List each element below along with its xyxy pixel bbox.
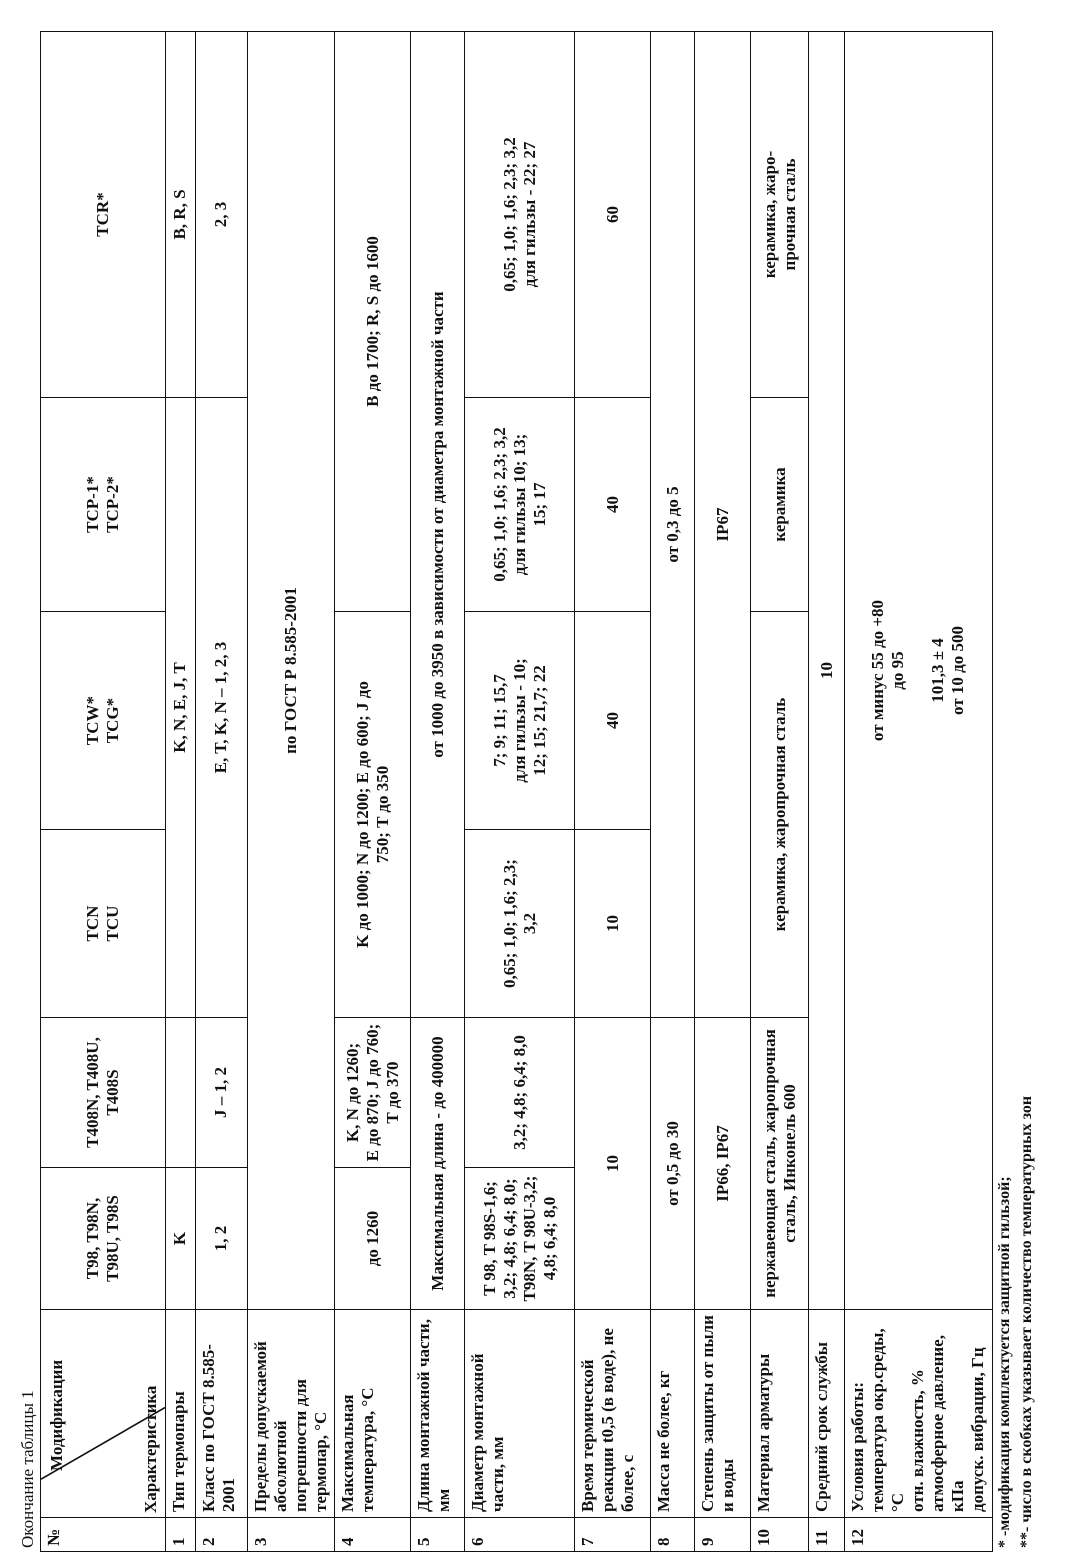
row-number: 12 [845, 1518, 992, 1552]
cell-value: 0,65; 1,0; 1,6; 2,3; 3,2 [465, 830, 575, 1018]
row-number: 4 [335, 1518, 411, 1552]
cell-value: до 1260 [335, 1168, 411, 1310]
table-row [248, 32, 335, 1552]
table-row [651, 32, 695, 1552]
spec-table [40, 31, 993, 1552]
model-header: TCW* TCG* [41, 612, 166, 830]
cell-value [166, 1018, 196, 1168]
cell-value: K, N, E, J, T [166, 398, 196, 1018]
cell-value: Максимальная длина - до 400000 [411, 1018, 465, 1310]
row-label: Степень защиты от пыли и воды [695, 1310, 751, 1518]
cell-value: 60 [575, 32, 651, 398]
cell-value: K до 1000; N до 1200; E до 600; J до 750; T до 350 [335, 612, 411, 1018]
footnote: **- число в скобках указывает количество температурных зон [1017, 1095, 1035, 1548]
row-label: Масса не более, кг [651, 1310, 695, 1518]
model-header: T98, T98N, T98U, T98S [41, 1168, 166, 1310]
cell-value: 0,65; 1,0; 1,6; 2,3; 3,2 для гильзы 10; 13; 15; 17 [465, 398, 575, 612]
table-row [809, 32, 845, 1552]
row-label: Материал арматуры [751, 1310, 809, 1518]
model-header: TCN TCU [41, 830, 166, 1018]
table-row [166, 32, 196, 1552]
cell-value: T 98, T 98S-1,6; 3,2; 4,8; 6,4; 8,0; T98N, T 98U-3,2; 4,8; 6,4; 8,0 [465, 1168, 575, 1310]
cell-value: от 0,3 до 5 [651, 32, 695, 1018]
row-label: Максимальная температура, °С [335, 1310, 411, 1518]
table-row [335, 32, 411, 1552]
row-label: Условия работы: температура окр.среды,°С отн. влажность, % атмосферное давление, кПа допуск. вибрации, Гц [845, 1310, 992, 1518]
cell-value: 10 [809, 32, 845, 1310]
table-row [751, 32, 809, 1552]
row-number: 3 [248, 1518, 335, 1552]
cell-value: от 0,5 до 30 [651, 1018, 695, 1310]
row-label: Средний срок службы [809, 1310, 845, 1518]
row-label: Класс по ГОСТ 8.585-2001 [196, 1310, 248, 1518]
header-diagonal-cell [41, 1310, 166, 1518]
cell-value: керамика [751, 398, 809, 612]
table-caption: Окончание таблицы 1 [18, 1390, 37, 1548]
cell-value: 40 [575, 398, 651, 612]
cell-value: K, N до 1260; E до 870; J до 760; T до 370 [335, 1018, 411, 1168]
header-row [41, 32, 166, 1552]
row-number: 2 [196, 1518, 248, 1552]
cell-value: нержавеющая сталь, жаропрочная сталь, Инконель 600 [751, 1018, 809, 1310]
cell-value: B, R, S [166, 32, 196, 398]
row-number: 5 [411, 1518, 465, 1552]
row-label: Пределы допускаемой абсолютной погрешности для термопар, °С [248, 1310, 335, 1518]
table-row [465, 32, 575, 1552]
header-num: № [41, 1518, 166, 1552]
row-number: 7 [575, 1518, 651, 1552]
model-header: TCP-1* TCP-2* [41, 398, 166, 612]
header-modifications: Модификации [47, 1359, 66, 1471]
cell-value: E, T, K, N – 1, 2, 3 [196, 398, 248, 1018]
table-row [575, 32, 651, 1552]
cell-value: от минус 55 до +80 до 95 101,3 ± 4 от 10 до 500 [845, 32, 992, 1310]
cell-value: 40 [575, 612, 651, 830]
cell-value: 3,2; 4,8; 6,4; 8,0 [465, 1018, 575, 1168]
row-number: 8 [651, 1518, 695, 1552]
cell-value: 2, 3 [196, 32, 248, 398]
row-label: Длина монтажной части, мм [411, 1310, 465, 1518]
cell-value: 10 [575, 830, 651, 1018]
cell-value: 1, 2 [196, 1168, 248, 1310]
cell-value: от 1000 до 3950 в зависимости от диаметра монтажной части [411, 32, 465, 1018]
model-header: T408N, T408U, T408S [41, 1018, 166, 1168]
row-number: 6 [465, 1518, 575, 1552]
rotated-document [16, 32, 1076, 1552]
header-characteristic: Характеристика [140, 1385, 160, 1513]
row-label: Диаметр монтажной части, мм [465, 1310, 575, 1518]
cell-value: 0,65; 1,0; 1,6; 2,3; 3,2 для гильзы - 22; 27 [465, 32, 575, 398]
cell-value: B до 1700; R, S до 1600 [335, 32, 411, 612]
cell-value: 10 [575, 1018, 651, 1310]
row-number: 1 [166, 1518, 196, 1552]
cell-value: керамика, жаро- прочная сталь [751, 32, 809, 398]
table-row [695, 32, 751, 1552]
table-row [196, 32, 248, 1552]
table-row [845, 32, 992, 1552]
row-number: 10 [751, 1518, 809, 1552]
model-header: TCR* [41, 32, 166, 398]
row-number: 9 [695, 1518, 751, 1552]
cell-value: IP67 [695, 32, 751, 1018]
cell-value: J – 1, 2 [196, 1018, 248, 1168]
row-number: 11 [809, 1518, 845, 1552]
row-label: Время термической реакции t0,5 (в воде), не более, с [575, 1310, 651, 1518]
cell-value: 7; 9; 11; 15,7 для гильзы - 10; 12; 15; 21,7; 22 [465, 612, 575, 830]
cell-value: IP66, IP67 [695, 1018, 751, 1310]
footnote: * -модификация комплектуется защитной гильзой; [995, 1176, 1013, 1548]
row-label: Тип термопары [166, 1310, 196, 1518]
cell-value: по ГОСТ Р 8.585-2001 [248, 32, 335, 1310]
cell-value: K [166, 1168, 196, 1310]
cell-value: керамика, жаропрочная сталь [751, 612, 809, 1018]
table-row [411, 32, 465, 1552]
